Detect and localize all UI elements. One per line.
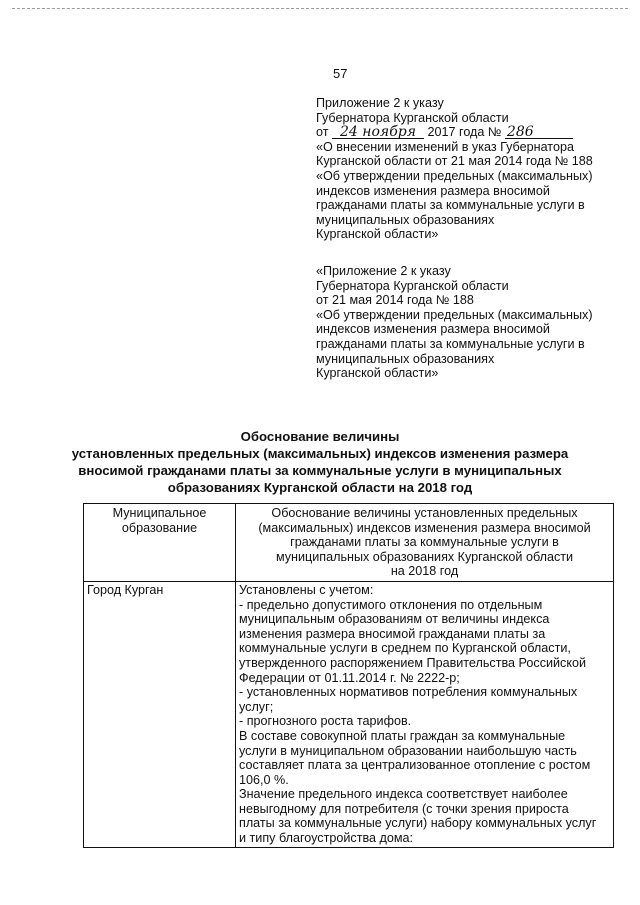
appendix-date-line <box>316 125 616 140</box>
cell-municipality-name: Город Курган <box>84 581 236 847</box>
appendix-line: муниципальных образованиях <box>316 212 495 227</box>
heading-line: вносимой гражданами платы за коммунальные услуги в муниципальных <box>78 463 562 478</box>
appendix-line: «Об утверждении предельных (максимальных) <box>316 168 593 183</box>
original-appendix-line: «Приложение 2 к указу <box>316 263 451 278</box>
handwritten-date: 24 ноября <box>332 126 424 139</box>
cell-justification-text: Установлены с учетом: - предельно допустимого отклонения по отдельным муниципальным образованиям от величины индекса изменения размера вносимой гражданами платы за коммунальные услуги в среднем по Курганской области, утвержденного распоряжением Правительства Российской Федерации от 01.11.2014 г. № 2222-р; - установленных нормативов потребления коммунальных услуг; - прогнозного роста тарифов. В составе совокупной платы граждан за коммунальные услуги в муниципальном образовании наибольшую часть составляет плата за централизованное отопление с ростом 106,0 %. Значение предельного индекса соответствует наиболее невыгодному для потребителя (с точки зрения прироста платы за коммунальные услуги) набору коммунальных услуг и типу благоустройства дома: <box>236 581 614 847</box>
appendix-line: Курганской области от 21 мая 2014 года № 188 <box>316 154 593 169</box>
header-cell-justification: Обоснование величины установленных предельных (максимальных) индексов изменения размера вносимой гражданами платы за коммунальные услуги в муниципальных образованиях Курганской области на 2018 год <box>236 504 614 582</box>
appendix-line: индексов изменения размера вносимой <box>316 183 550 198</box>
appendix-line: гражданами платы за коммунальные услуги в <box>316 198 585 213</box>
appendix-block <box>316 96 616 381</box>
page-number: 57 <box>333 66 348 81</box>
appendix-line: Курганской области» <box>316 227 439 242</box>
original-appendix-line: Губернатора Курганской области <box>316 278 509 293</box>
original-appendix-line: индексов изменения размера вносимой <box>316 322 550 337</box>
heading-line: Обоснование величины <box>240 429 400 444</box>
table-row <box>84 581 614 847</box>
original-appendix-line: гражданами платы за коммунальные услуги в <box>316 336 585 351</box>
document-heading <box>70 428 570 496</box>
justification-table <box>83 503 614 848</box>
table-header-row <box>84 504 614 582</box>
appendix-year-label: 2017 года № <box>427 125 502 140</box>
heading-line: образованиях Курганской области на 2018 год <box>167 480 473 495</box>
original-appendix-line: Курганской области» <box>316 366 439 381</box>
appendix-line: «О внесении изменений в указ Губернатора <box>316 139 574 154</box>
appendix-line: Приложение 2 к указу <box>316 96 444 110</box>
handwritten-decree-number: 286 <box>505 126 573 139</box>
original-appendix-line: муниципальных образованиях <box>316 351 495 366</box>
appendix-line: Губернатора Курганской области <box>316 110 509 125</box>
page-top-border <box>12 8 628 9</box>
header-cell-municipality: Муниципальное образование <box>84 504 236 582</box>
original-appendix-line: от 21 мая 2014 года № 188 <box>316 293 474 308</box>
heading-line: установленных предельных (максимальных) индексов изменения размера <box>71 446 569 461</box>
original-appendix-line: «Об утверждении предельных (максимальных) <box>316 307 593 322</box>
appendix-from-label: от <box>316 125 329 140</box>
